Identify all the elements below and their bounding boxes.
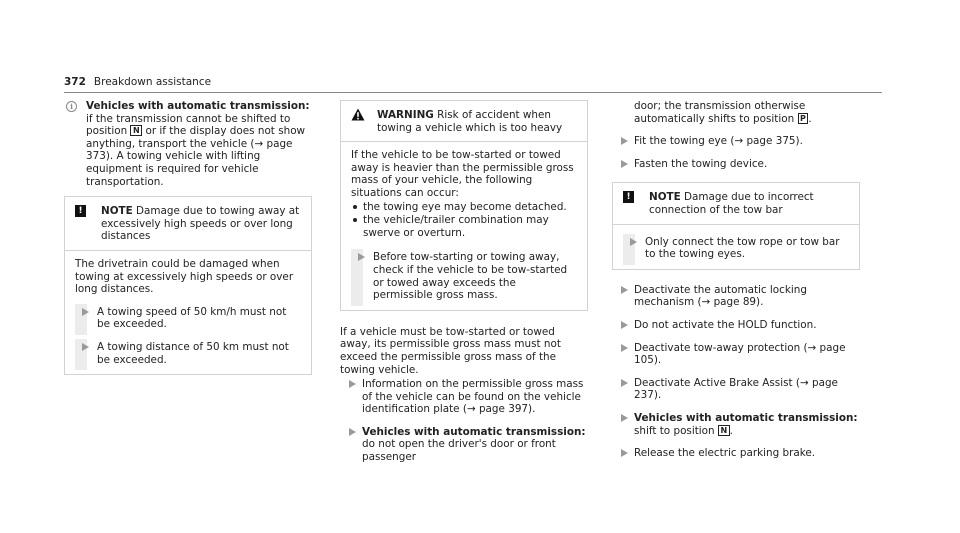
note-box <box>64 196 312 375</box>
note-label: NOTE <box>649 191 681 204</box>
body-paragraph: If a vehicle must be tow-started or towed away, its permissible gross mass must not exceed the permissible gross mass of the towing vehicle. <box>340 325 561 376</box>
bullet-dot <box>353 205 357 209</box>
step-text: Do not activate the HOLD function. <box>634 318 817 331</box>
arrow-right-icon <box>621 414 628 422</box>
step-item <box>340 426 588 464</box>
note-label: NOTE <box>101 205 133 218</box>
page-number: 372 <box>64 76 86 88</box>
arrow-right-icon <box>621 137 628 145</box>
step-label: Vehicles with automatic transmission: <box>634 411 858 424</box>
step-text: A towing speed of 50 km/h must not be exceeded. <box>97 305 287 331</box>
step-item <box>612 158 860 171</box>
column-3 <box>612 100 860 460</box>
arrow-right-icon <box>349 428 356 436</box>
step-text: Release the electric parking brake. <box>634 447 816 460</box>
step-text: Fasten the towing device. <box>634 157 768 170</box>
note-box <box>612 182 860 269</box>
bullet-text: the towing eye may become detached. <box>363 200 567 213</box>
warning-box-body <box>341 142 587 310</box>
step-text: . <box>729 424 733 437</box>
note-box-body <box>65 251 311 374</box>
step-item <box>340 378 588 416</box>
page-ref-link[interactable]: page 373). A towing vehicle with lifting equipment is required for vehicle transportation. <box>86 137 293 188</box>
step-item <box>612 319 860 332</box>
warning-label: WARNING <box>377 109 434 121</box>
arrow-right-icon <box>621 449 628 457</box>
arrow-right-icon <box>621 321 628 329</box>
step-item <box>75 341 301 366</box>
step-item <box>623 236 849 261</box>
step-text: door; the transmission otherwise automatically shifts to position <box>634 100 806 125</box>
page-ref-arrow: → <box>799 376 809 389</box>
note-box-header <box>613 183 859 224</box>
arrow-right-icon <box>82 308 89 316</box>
gear-p-symbol: P <box>798 113 809 124</box>
section-title: Breakdown assistance <box>93 76 212 88</box>
note-heading: Damage due to towing away at excessively high speeds or over long distances <box>101 205 300 243</box>
step-text: Before tow-starting or towing away, check if the vehicle to be tow-started or towed away exceeds the permissible gross mass. <box>373 251 568 302</box>
step-item <box>351 251 577 301</box>
info-icon: i <box>66 101 77 112</box>
page-ref-link[interactable]: page 397). <box>475 403 536 416</box>
step-item <box>612 412 860 437</box>
bullet-item <box>351 201 577 214</box>
page-ref-link[interactable]: page 89). <box>710 296 764 309</box>
step-text: . <box>808 112 812 125</box>
column-1 <box>64 100 312 375</box>
step-text: Fit the towing eye ( <box>634 135 735 148</box>
note-heading: Damage due to incorrect connection of the tow bar <box>649 191 814 216</box>
step-text: A towing distance of 50 km must not be exceeded. <box>97 340 289 366</box>
step-item <box>612 135 860 148</box>
page-ref-arrow: → <box>807 341 817 354</box>
step-item <box>612 284 860 309</box>
page-ref-link[interactable]: page 375). <box>743 135 803 148</box>
page-ref-arrow: → <box>701 296 711 309</box>
warning-body-text: If the vehicle to be tow-started or towed away is heavier than the permissible gross mass of your vehicle, the following situations can occur: <box>351 149 574 199</box>
exclamation-icon: ! <box>623 191 634 203</box>
step-text: shift to position <box>634 424 718 437</box>
page-header <box>64 76 211 89</box>
info-text: if the transmission cannot be shifted to position <box>86 112 291 138</box>
note-body-text: The drivetrain could be damaged when towing at excessively high speeds or over long distances. <box>75 257 294 296</box>
arrow-right-icon <box>621 160 628 168</box>
step-text: Deactivate tow-away protection ( <box>634 341 808 354</box>
step-text: Only connect the tow rope or tow bar to the towing eyes. <box>645 235 840 261</box>
page-ref-arrow: → <box>734 135 744 148</box>
warning-box-header <box>341 101 587 142</box>
exclamation-icon: ! <box>75 205 86 217</box>
info-text: or if the display does not show anything, transport the vehicle ( <box>86 125 306 150</box>
arrow-right-icon <box>82 343 89 351</box>
page-ref-arrow: → <box>254 137 264 150</box>
page-ref-link[interactable]: page 237). <box>634 376 838 402</box>
gear-n-symbol: N <box>130 125 142 136</box>
arrow-right-icon <box>630 238 637 246</box>
info-label: Vehicles with automatic transmission: <box>86 100 310 112</box>
step-item <box>75 306 301 331</box>
arrow-right-icon <box>621 286 628 294</box>
step-item <box>612 377 860 402</box>
step-item <box>612 342 860 367</box>
arrow-right-icon <box>621 344 628 352</box>
step-text: Information on the permissible gross mass of the vehicle can be found on the vehicle identification plate ( <box>362 378 584 416</box>
warning-box <box>340 100 588 311</box>
column-2 <box>340 100 588 464</box>
note-box-body <box>613 225 859 269</box>
page-ref-arrow: → <box>466 403 476 416</box>
step-continuation <box>612 100 860 125</box>
step-item <box>612 447 860 460</box>
step-label: Vehicles with automatic transmission: <box>362 425 586 438</box>
note-box-header <box>65 197 311 251</box>
arrow-right-icon <box>358 253 365 261</box>
warning-heading: Risk of accident when towing a vehicle which is too heavy <box>377 109 563 134</box>
info-note <box>64 100 312 188</box>
step-text: Deactivate Active Brake Assist ( <box>634 376 800 389</box>
arrow-right-icon <box>621 379 628 387</box>
step-text: Deactivate the automatic locking mechanism ( <box>634 283 807 309</box>
page-ref-link[interactable]: page 105). <box>634 341 846 367</box>
gear-n-symbol: N <box>718 425 730 436</box>
arrow-right-icon <box>349 380 356 388</box>
header-divider <box>64 92 882 93</box>
warning-triangle-icon <box>351 108 365 121</box>
step-text: do not open the driver's door or front passenger <box>362 438 556 464</box>
bullet-text: the vehicle/trailer combination may swerve or overturn. <box>363 214 549 239</box>
bullet-dot <box>353 218 357 222</box>
bullet-item <box>351 214 577 239</box>
